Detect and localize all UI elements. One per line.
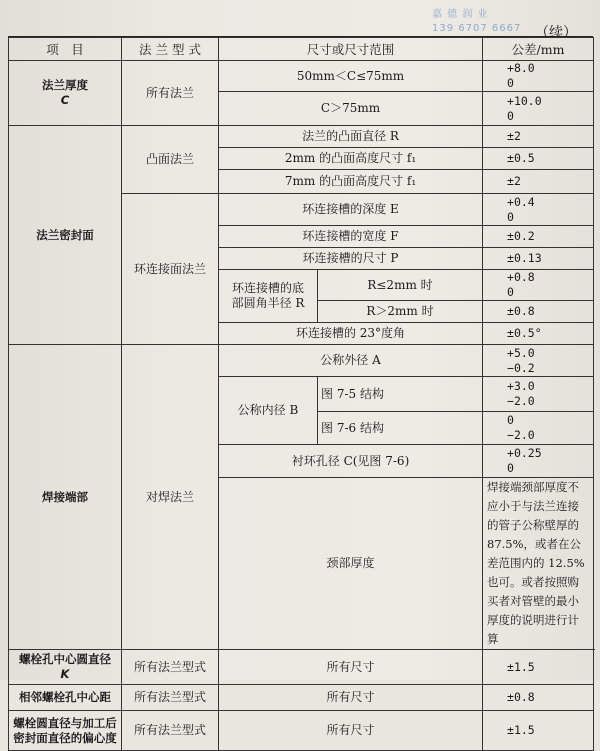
thickness-tol-2: +10.0 0: [483, 92, 594, 126]
ring-radius-cond-2: R＞2mm 时: [318, 301, 483, 323]
weld-neck-note: 焊接端颈部厚度不应小于与法兰连接的管子公称壁厚的 87.5%，或者在公差范围内的 12.5% 也可。或者按照购买者对管壁的最小厚度的说明进行计算: [483, 478, 594, 650]
stamp-name: 嘉 德 润 业: [432, 9, 489, 20]
ring-range-2: 环连接槽的宽度 F: [219, 226, 483, 248]
raised-face-type: 凸面法兰: [122, 126, 219, 194]
weld-id-tol-2: 0 −2.0: [483, 412, 594, 445]
header-item: 项 目: [9, 38, 122, 61]
weld-od-range: 公称外径 A: [219, 345, 483, 377]
seal-label: 法兰密封面: [9, 126, 122, 345]
thickness-range-2: C＞75mm: [219, 92, 483, 126]
weld-bore-range: 衬环孔径 C(见图 7-6): [219, 445, 483, 478]
raised-tol-3: ±2: [483, 170, 594, 194]
weld-id-tol-1: +3.0 −2.0: [483, 377, 594, 412]
ring-radius-tol-2: ±0.8: [483, 301, 594, 323]
thickness-tol-1: +8.0 0: [483, 61, 594, 92]
weld-id-cond-1: 图 7-5 结构: [318, 377, 483, 412]
continued-label: （续）: [535, 25, 577, 41]
adjacent-range: 所有尺寸: [219, 685, 483, 711]
ring-tol-2: ±0.2: [483, 226, 594, 248]
header-flange-type: 法 兰 型 式: [122, 38, 219, 61]
header-tolerance: 公差/mm: [483, 38, 594, 61]
header-size-range: 尺寸或尺寸范围: [219, 38, 483, 61]
weld-neck-range: 颈部厚度: [219, 478, 483, 650]
ring-tol-5: ±0.5°: [483, 323, 594, 345]
raised-range-2: 2mm 的凸面高度尺寸 f₁: [219, 148, 483, 170]
raised-range-1: 法兰的凸面直径 R: [219, 126, 483, 148]
bolt-circle-range: 所有尺寸: [219, 650, 483, 685]
raised-tol-2: ±0.5: [483, 148, 594, 170]
adjacent-type: 所有法兰型式: [122, 685, 219, 711]
table-row: [9, 126, 594, 148]
ring-tol-3: ±0.13: [483, 248, 594, 270]
bolt-circle-label: 螺栓孔中心圆直径 K: [9, 650, 122, 685]
weld-type: 对焊法兰: [122, 345, 219, 650]
ring-radius-label: 环连接槽的底 部圆角半径 R: [219, 270, 318, 323]
tolerance-table: [8, 37, 594, 751]
weld-id-label: 公称内径 B: [219, 377, 318, 445]
eccentric-range: 所有尺寸: [219, 711, 483, 751]
thickness-range-1: 50mm＜C≤75mm: [219, 61, 483, 92]
ring-range-1: 环连接槽的深度 E: [219, 194, 483, 226]
adjacent-label: 相邻螺栓孔中心距: [9, 685, 122, 711]
ring-range-3: 环连接槽的尺寸 P: [219, 248, 483, 270]
table-row: [9, 345, 594, 377]
bolt-circle-tol: ±1.5: [483, 650, 594, 685]
stamp-phone: 139 6707 6667: [432, 23, 522, 34]
eccentric-type: 所有法兰型式: [122, 711, 219, 751]
raised-tol-1: ±2: [483, 126, 594, 148]
weld-od-tol: +5.0 −0.2: [483, 345, 594, 377]
thickness-type: 所有法兰: [122, 61, 219, 126]
ring-radius-cond-1: R≤2mm 时: [318, 270, 483, 301]
bolt-circle-type: 所有法兰型式: [122, 650, 219, 685]
ring-range-5: 环连接槽的 23°度角: [219, 323, 483, 345]
eccentric-label: 螺栓圆直径与加工后 密封面直径的偏心度: [9, 711, 122, 751]
weld-bore-tol: +0.25 0: [483, 445, 594, 478]
weld-label: 焊接端部: [9, 345, 122, 650]
contact-stamp: [432, 8, 521, 36]
adjacent-tol: ±0.8: [483, 685, 594, 711]
ring-radius-tol-1: +0.8 0: [483, 270, 594, 301]
raised-range-3: 7mm 的凸面高度尺寸 f₁: [219, 170, 483, 194]
table-row: [9, 685, 594, 711]
table-row: [9, 650, 594, 685]
ring-joint-type: 环连接面法兰: [122, 194, 219, 345]
header-row: [9, 38, 594, 61]
table-row: [9, 61, 594, 92]
weld-id-cond-2: 图 7-6 结构: [318, 412, 483, 445]
table-row: [9, 711, 594, 751]
eccentric-tol: ±1.5: [483, 711, 594, 751]
ring-tol-1: +0.4 0: [483, 194, 594, 226]
thickness-label: 法兰厚度 C: [9, 61, 122, 126]
